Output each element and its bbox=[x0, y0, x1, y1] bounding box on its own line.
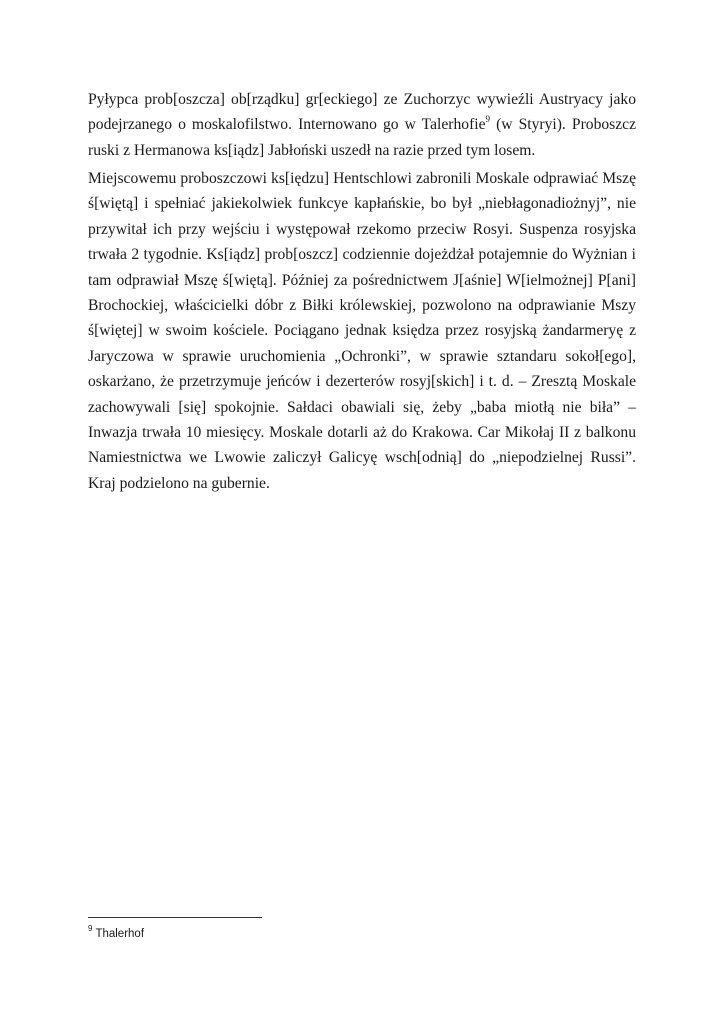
footnote-separator bbox=[88, 917, 262, 918]
paragraph-1-text-start: Pyłypca prob[oszcza] ob[rządku] gr[eckiego] ze Zuchorzyc wywieźli Austryacy jako podejrzanego o moskalofilstwo. Internowano go w Talerhofie bbox=[88, 91, 636, 134]
footnote bbox=[88, 924, 145, 941]
footnote-text: Thalerhof bbox=[92, 928, 145, 940]
footnote-number: 9 bbox=[88, 924, 93, 934]
footnote-reference[interactable]: 9 bbox=[485, 114, 491, 125]
paragraph-1-text-end: (w Styryi). Proboszcz ruski z Hermanowa ks[iądz] Jabłoński uszedł na razie przed tym losem. bbox=[88, 116, 636, 159]
paragraph-1 bbox=[88, 87, 636, 163]
paragraph-2: Miejscowemu proboszczowi ks[iędzu] Hentschlowi zabronili Moskale odprawiać Mszę ś[więtą] i spełniać jakiekolwiek funkcye kapłańskie, bo był „niebłagonadiożnyj”, nie przywitał ich przy wejściu i występował rzekomo przeciw Rosyi. Suspenza rosyjska trwała 2 tygodnie. Ks[iądz] prob[oszcz] codziennie dojeżdżał potajemnie do Wyżnian i tam odprawiał Mszę ś[więtą]. Później za pośrednictwem J[aśnie] W[ielmożnej] P[ani] Brochockiej, właścicielki dóbr z Biłki królewskiej, pozwolono na odprawianie Mszy ś[więtej] w swoim kościele. Pociągano jednak księdza przez rosyjską żandarmeryę z Jaryczowa w sprawie uruchomienia „Ochronki”, w sprawie sztandaru sokoł[ego], oskarżano, że przetrzymuje jeńców i dezerterów rosyj[skich] i t. d. – Zresztą Moskale zachowywali [się] spokojnie. Sałdaci obawiali się, żeby „baba miotłą nie biła” – Inwazja trwała 10 miesięcy. Moskale dotarli aż do Krakowa. Car Mikołaj II z balkonu Namiestnictwa we Lwowie zaliczył Galicyę wsch[odnią] do „niepodzielnej Russi”. Kraj podzielono na gubernie. bbox=[88, 170, 636, 492]
